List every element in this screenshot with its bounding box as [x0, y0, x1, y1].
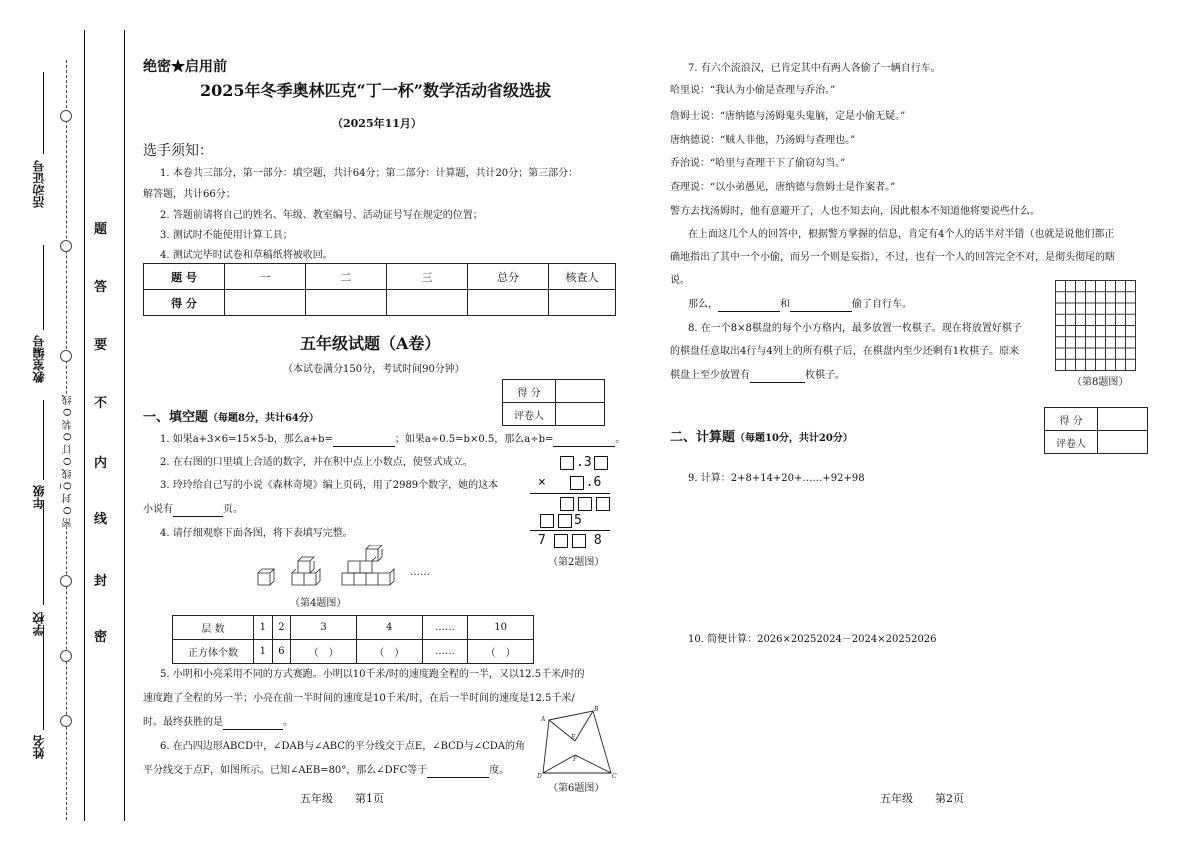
secret-label: 绝密★启用前 [143, 59, 227, 75]
cube-table-cell: 6 [272, 640, 291, 664]
figure-4-cubes [250, 545, 440, 595]
score-header: 一 [225, 264, 306, 290]
question-7-line: 说。 [670, 275, 690, 286]
cube-stack-3 [342, 545, 394, 585]
footer-left: 五年级 第1页 [300, 792, 384, 805]
score-cell[interactable] [387, 290, 468, 316]
section1-heading [143, 411, 319, 426]
point-label-b: B [594, 706, 599, 713]
q7-text: 偷了自行车。 [852, 299, 912, 310]
question-9: 9. 计算：2+8+14+20+……+92+98 [688, 473, 865, 484]
field-grade-label: 年级 [32, 485, 46, 509]
q3-blank[interactable] [173, 516, 223, 517]
cube-table-cell: 10 [468, 616, 534, 640]
question-5-line2: 速度跑了全程的另一半；小亮在前一半时间的速度是10千米/时，在后一半时间的速度是12.5千米/ [143, 693, 575, 704]
notice-item: 1. 本卷共三部分，第一部分：填空题，共计64分；第二部分：计算题，共计20分；第三部分： [160, 168, 579, 179]
cube-count-table [172, 615, 534, 664]
question-3-line1: 3. 玲玲给自己写的小说《森林奇境》编上页码，用了2989个数字，她的这本 [160, 480, 499, 491]
question-7-answer [688, 298, 912, 312]
fig2-digit: .3 [576, 455, 592, 470]
warning-char: 密 [94, 630, 108, 645]
section2-heading [670, 431, 853, 446]
question-7-line: 乔治说：“哈里与查理干下了偷窃勾当。” [670, 158, 846, 169]
warning-char: 要 [94, 338, 108, 353]
notice-item: 4. 测试完毕时试卷和草稿纸将被收回。 [160, 250, 333, 261]
fig2-digit: 8 [593, 533, 602, 548]
section2-note: （每题10分，共计20分） [735, 433, 853, 444]
footer-right: 五年级 第2页 [880, 792, 964, 805]
q3-text: 页。 [223, 504, 243, 515]
question-8-line1: 8. 在一个8×8棋盘的每个小方格内，最多放置一枚棋子。现在将放置好棋子 [688, 323, 1022, 334]
question-8-line2: 的棋盘任意取出4行与4列上的所有棋子后，在棋盘内至少还剩有1枚棋子。原来 [670, 346, 1020, 357]
binding-rule-left [84, 30, 85, 821]
cube-table-cell: 1 [254, 616, 273, 640]
q5-blank[interactable] [223, 729, 283, 730]
score-table [143, 263, 616, 316]
q8-text: 枚棋子。 [805, 370, 845, 381]
question-6-line2 [143, 764, 509, 778]
room-line[interactable] [43, 245, 44, 330]
cube-table-cell: 3 [291, 616, 357, 640]
point-label-a: A [541, 716, 546, 723]
cube-table-cell: …… [422, 640, 468, 664]
school-line[interactable] [43, 500, 44, 605]
question-5-line1: 5. 小明和小亮采用不同的方式赛跑。小明以10千米/时的速度跑全程的一半，又以12.5千米/时的 [160, 669, 585, 680]
exam-date: （2025年11月） [332, 117, 422, 130]
digit-box[interactable] [578, 497, 592, 511]
grader-score-cell[interactable] [556, 380, 605, 403]
punch-circle [60, 350, 72, 362]
cube-table-cell: 正方体个数 [173, 640, 254, 664]
question-8-line3 [670, 369, 845, 383]
grader-score-label: 得 分 [1045, 408, 1098, 431]
times-sign: × [538, 475, 546, 490]
score-cell[interactable] [468, 290, 549, 316]
score-header: 三 [387, 264, 468, 290]
digit-box[interactable] [554, 534, 568, 548]
digit-box[interactable] [560, 497, 574, 511]
notice-item: 2. 答题前请将自己的姓名、年级、教室编号、活动证号写在规定的位置； [160, 210, 483, 221]
point-label-e: E [571, 734, 576, 741]
notice-heading: 选手须知： [143, 143, 213, 159]
fig2-caption: （第2题图） [548, 557, 605, 568]
fig6-caption: （第6题图） [548, 783, 605, 794]
cube-stack-2 [292, 557, 320, 585]
score-header: 题 号 [144, 264, 225, 290]
figure-8-chessboard [1055, 280, 1136, 371]
q10-answer-area[interactable] [688, 652, 1148, 782]
q8-blank[interactable] [750, 382, 805, 383]
grade-exam-subtitle: （本试卷满分150分，考试时间90分钟） [283, 364, 465, 375]
q3-text: 小说有 [143, 504, 173, 515]
q5-text: 。 [283, 717, 293, 728]
fig2-digit: 7 [538, 533, 546, 548]
id-line[interactable] [43, 72, 44, 154]
q1-blank-1[interactable] [333, 446, 395, 447]
notice-item: 解答题，共计66分； [143, 189, 236, 200]
q6-text: 度。 [489, 765, 510, 776]
score-header: 二 [306, 264, 387, 290]
fig4-caption: （第4题图） [290, 598, 347, 609]
fig2-rule-1 [530, 493, 610, 494]
grade-exam-title: 五年级试题（A卷） [300, 334, 441, 353]
question-2: 2. 在右图的口里填上合适的数字，并在积中点上小数点，使竖式成立。 [160, 457, 473, 468]
q6-text: 平分线交于点F，如图所示。已知∠AEB=80°，那么∠DFC等于 [143, 765, 428, 776]
q7-blank-1[interactable] [718, 311, 780, 312]
fig2-digit: 5 [574, 513, 582, 528]
grader-box-2 [1044, 407, 1148, 454]
cube-table-answer[interactable]: （ ） [356, 640, 422, 664]
score-cell[interactable] [549, 290, 616, 316]
grader-name-cell[interactable] [1098, 431, 1148, 454]
q1-text: 。 [615, 434, 626, 445]
q7-blank-2[interactable] [790, 311, 852, 312]
figure-2 [530, 455, 620, 575]
warning-char: 内 [94, 456, 108, 471]
warning-char: 封 [94, 574, 108, 589]
digit-box[interactable] [558, 514, 572, 528]
warning-char: 答 [94, 280, 108, 295]
question-7-line: 哈里说：“我认为小偷是查理与乔治。” [670, 85, 836, 96]
punch-circle [60, 650, 72, 662]
cube-table-cell: 2 [272, 616, 291, 640]
fig4-dots: …… [410, 567, 430, 578]
fig2-row-1 [558, 455, 610, 470]
warning-char: 不 [94, 396, 108, 411]
cube-stack-1 [258, 569, 274, 585]
q8-text: 棋盘上至少放置有 [670, 370, 750, 381]
question-6-line1: 6. 在凸四边形ABCD中，∠DAB与∠ABC的平分线交于点E，∠BCD与∠CDA的角 [160, 741, 526, 752]
section1-title: 一、填空题 [143, 410, 209, 425]
fig2-digit: .6 [585, 475, 602, 490]
q1-blank-2[interactable] [553, 446, 615, 447]
grade-line[interactable] [43, 400, 44, 480]
q1-text: 1. 如果a+3×6=15×5-b，那么a+b= [160, 434, 333, 445]
warning-char: 线 [94, 512, 108, 527]
name-line[interactable] [43, 625, 44, 730]
question-7-line: 詹姆士说：“唐纳德与汤姆鬼头鬼脑，定是小偷无疑。” [670, 111, 906, 122]
score-cell[interactable] [225, 290, 306, 316]
q6-blank[interactable] [427, 777, 489, 778]
binding-rule-right [124, 30, 125, 821]
q7-text: 和 [780, 299, 790, 310]
fig2-row-3 [558, 496, 612, 511]
question-10: 10. 简便计算：2026×20252024－2024×20252026 [688, 634, 937, 645]
digit-box[interactable] [560, 456, 574, 470]
punch-circle [60, 110, 72, 122]
q9-answer-area[interactable] [688, 490, 1148, 620]
field-id-label: 活动证号 [32, 160, 46, 208]
point-label-c: C [612, 773, 617, 780]
notice-item: 3. 测试时不能使用计算工具； [160, 230, 293, 241]
q1-text: ；如果a÷0.5=b×0.5，那么a÷b= [394, 434, 554, 445]
fig2-row-2 [538, 475, 601, 490]
digit-box[interactable] [594, 456, 608, 470]
figure-6-quadrilateral [535, 705, 617, 780]
punch-circle [60, 575, 72, 587]
score-row-label: 得 分 [144, 290, 225, 316]
cube-table-answer[interactable]: （ ） [468, 640, 534, 664]
fig2-row-4 [538, 513, 582, 528]
grader-box-1 [502, 379, 605, 426]
question-7-line: 确地指出了其中一个小偷，而另一个则是妄指），不过，也有一个人的回答完全不对，是彻头彻尾的瞎 [670, 252, 1115, 263]
question-7-line: 唐纳德说：“贼人非他，乃汤姆与查理也。” [670, 135, 856, 146]
fig2-rule-2 [530, 530, 610, 531]
question-7-line: 在上面这几个人的回答中，根据警方掌握的信息，肯定有4个人的话半对半错（也就是说他们都正 [688, 229, 1115, 240]
score-cell[interactable] [306, 290, 387, 316]
cube-table-cell: …… [422, 616, 468, 640]
question-4: 4. 请仔细观察下面各图，将下表填写完整。 [160, 528, 353, 539]
point-label-d: D [537, 773, 542, 780]
fig2-row-5 [538, 533, 602, 548]
cube-table-answer[interactable]: （ ） [291, 640, 357, 664]
field-name-label: 姓名 [32, 735, 46, 759]
grader-name-label: 评卷人 [1045, 431, 1098, 454]
grader-score-cell[interactable] [1098, 408, 1148, 431]
question-7-line: 查理说：“以小弟愚见，唐纳德与詹姆士是作案者。” [670, 182, 896, 193]
fig8-caption: （第8题图） [1072, 377, 1129, 388]
question-3-line2 [143, 503, 243, 517]
point-label-f: F [573, 756, 578, 763]
digit-box[interactable] [596, 497, 610, 511]
punch-circle [60, 715, 72, 727]
cube-table-cell: 1 [254, 640, 273, 664]
q5-text: 时。最终获胜的是 [143, 717, 223, 728]
grader-name-cell[interactable] [556, 403, 605, 426]
cube-table-cell: 层 数 [173, 616, 254, 640]
exam-title: 2025年冬季奥林匹克“丁一杯”数学活动省级选拔 [200, 81, 551, 100]
cube-table-cell: 4 [356, 616, 422, 640]
field-room-label: 教室编号 [32, 335, 46, 383]
digit-box[interactable] [572, 534, 586, 548]
digit-box[interactable] [570, 476, 584, 490]
warning-char: 题 [94, 222, 108, 237]
section2-title: 二、计算题 [670, 430, 736, 445]
tear-label: 密 O 封 O 线 O 订 O 装 O 线 [63, 395, 74, 528]
field-school-label: 学校 [32, 612, 46, 636]
grader-score-label: 得 分 [503, 380, 556, 403]
grader-name-label: 评卷人 [503, 403, 556, 426]
digit-box[interactable] [540, 514, 554, 528]
question-7-line: 警方去找汤姆时，他有意避开了，人也不知去向，因此根本不知道他将要说些什么。 [670, 206, 1040, 217]
question-1 [160, 433, 625, 447]
question-5-line3 [143, 716, 293, 730]
question-7-line: 7. 有六个流浪汉，已肯定其中有两人各偷了一辆自行车。 [688, 63, 941, 74]
section1-note: （每题8分，共计64分） [208, 413, 319, 424]
score-header: 核查人 [549, 264, 616, 290]
score-header: 总分 [468, 264, 549, 290]
q7-text: 那么， [688, 299, 718, 310]
punch-circle [60, 240, 72, 252]
